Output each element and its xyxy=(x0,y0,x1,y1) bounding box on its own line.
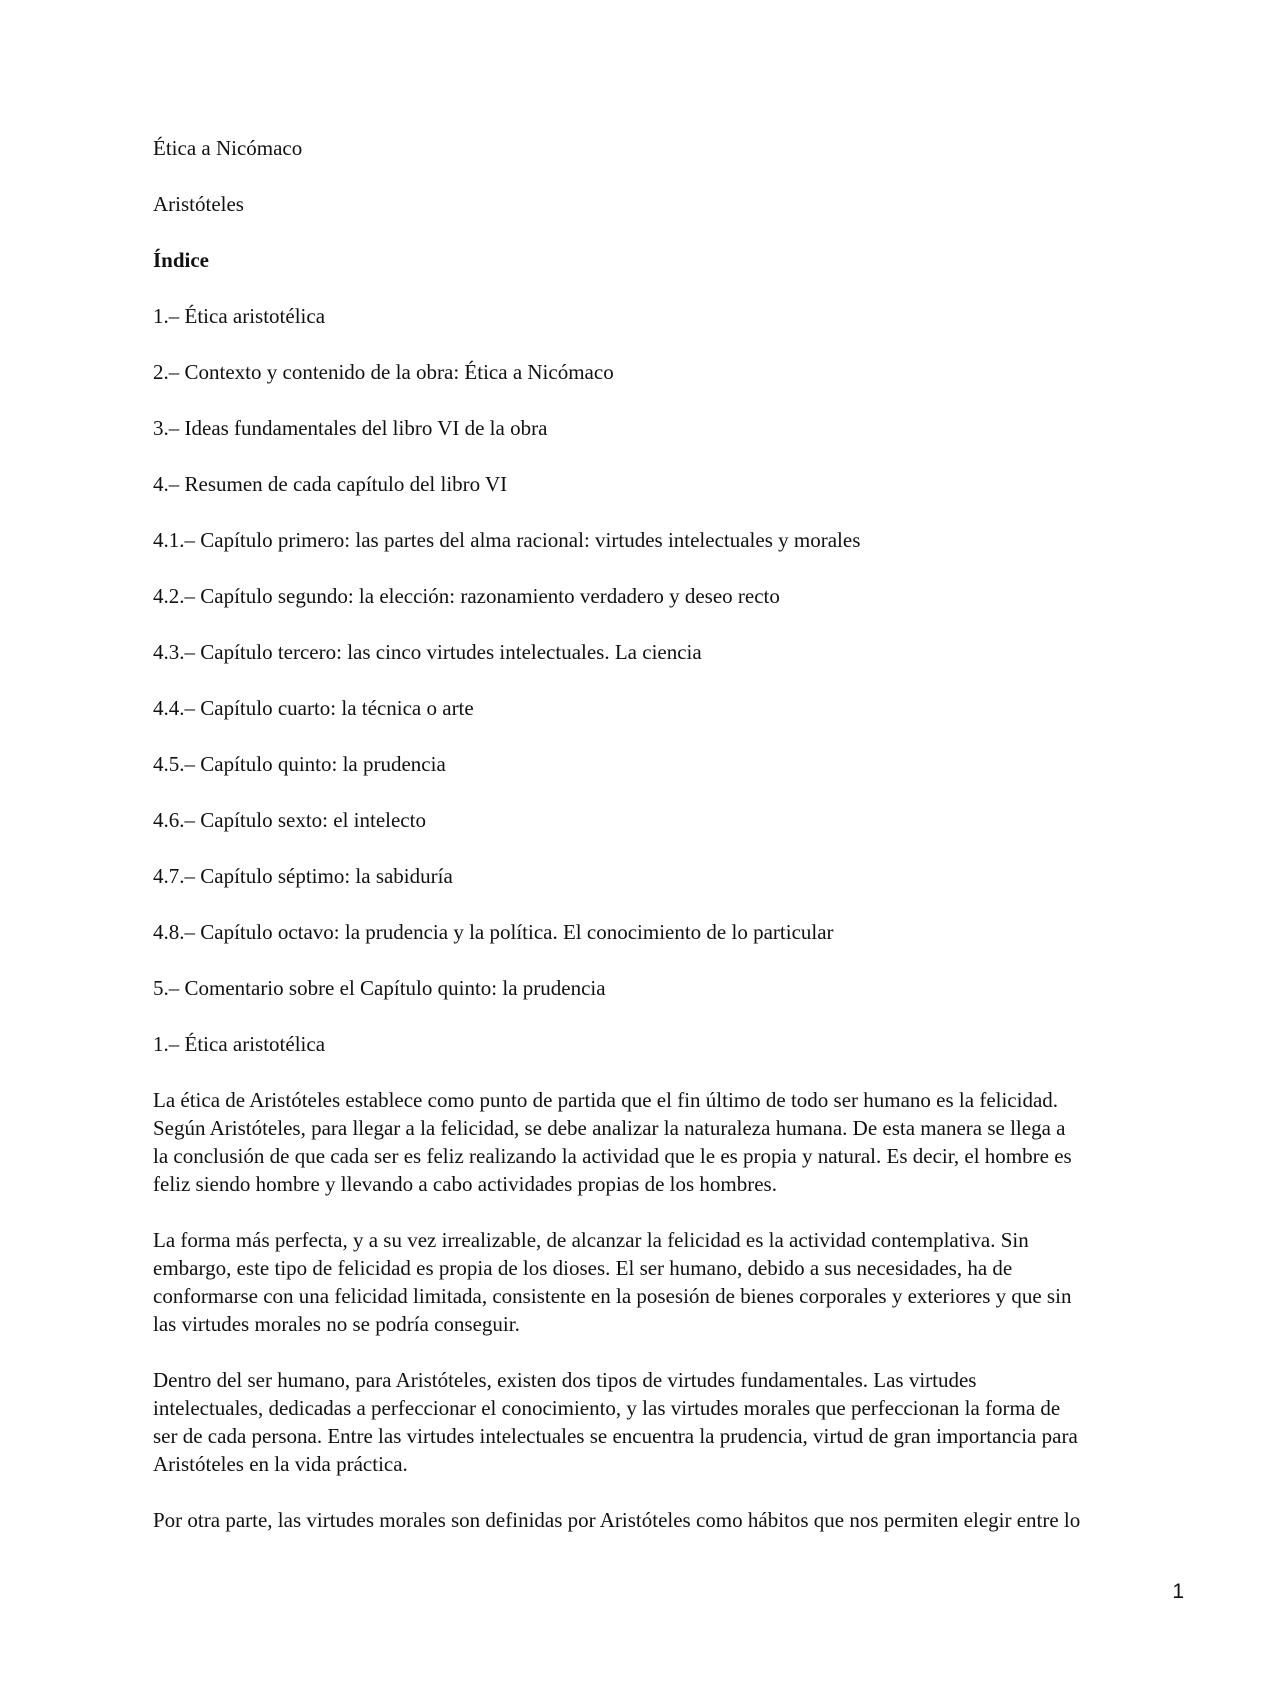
body-paragraph xyxy=(153,1226,1193,1338)
document-title: Ética a Nicómaco xyxy=(153,136,303,160)
paragraph-line: Según Aristóteles, para llegar a la felicidad, se debe analizar la naturaleza humana. De esta manera se llega a xyxy=(153,1116,1066,1140)
paragraph-line: Dentro del ser humano, para Aristóteles, existen dos tipos de virtudes fundamentales. Las virtudes xyxy=(153,1368,977,1392)
index-item: 4.5.– Capítulo quinto: la prudencia xyxy=(153,752,446,776)
paragraph-line: conformarse con una felicidad limitada, consistente en la posesión de bienes corporales y exteriores y que sin xyxy=(153,1284,1072,1308)
index-item: 5.– Comentario sobre el Capítulo quinto: la prudencia xyxy=(153,976,606,1000)
paragraph-line: ser de cada persona. Entre las virtudes intelectuales se encuentra la prudencia, virtud de gran importancia para xyxy=(153,1424,1078,1448)
index-item: 4.7.– Capítulo séptimo: la sabiduría xyxy=(153,864,453,888)
index-item: 4.3.– Capítulo tercero: las cinco virtudes intelectuales. La ciencia xyxy=(153,640,702,664)
paragraph-line: Por otra parte, las virtudes morales son definidas por Aristóteles como hábitos que nos permiten elegir entre lo xyxy=(153,1508,1081,1532)
paragraph-line: la conclusión de que cada ser es feliz realizando la actividad que le es propia y natural. Es decir, el hombre es xyxy=(153,1144,1072,1168)
page-number: 1 xyxy=(1172,1580,1184,1603)
paragraph-line: intelectuales, dedicadas a perfeccionar el conocimiento, y las virtudes morales que perfeccionan la forma de xyxy=(153,1396,1061,1420)
paragraph-line: La ética de Aristóteles establece como punto de partida que el fin último de todo ser humano es la felicidad. xyxy=(153,1088,1059,1112)
body-paragraph xyxy=(153,1506,1193,1534)
index-item: 4.– Resumen de cada capítulo del libro VI xyxy=(153,472,508,496)
index-item: 4.6.– Capítulo sexto: el intelecto xyxy=(153,808,426,832)
paragraph-line: las virtudes morales no se podría conseguir. xyxy=(153,1312,520,1336)
index-item: 4.4.– Capítulo cuarto: la técnica o arte xyxy=(153,696,474,720)
index-item: 4.2.– Capítulo segundo: la elección: razonamiento verdadero y deseo recto xyxy=(153,584,780,608)
index-item: 2.– Contexto y contenido de la obra: Ética a Nicómaco xyxy=(153,360,614,384)
index-item: 3.– Ideas fundamentales del libro VI de la obra xyxy=(153,416,548,440)
paragraph-line: La forma más perfecta, y a su vez irrealizable, de alcanzar la felicidad es la actividad contemplativa. Sin xyxy=(153,1228,1029,1252)
paragraph-line: feliz siendo hombre y llevando a cabo actividades propias de los hombres. xyxy=(153,1172,777,1196)
body-paragraph xyxy=(153,1366,1193,1478)
section-heading: 1.– Ética aristotélica xyxy=(153,1032,326,1056)
index-item: 4.8.– Capítulo octavo: la prudencia y la política. El conocimiento de lo particular xyxy=(153,920,834,944)
index-item: 4.1.– Capítulo primero: las partes del alma racional: virtudes intelectuales y morales xyxy=(153,528,861,552)
document-author: Aristóteles xyxy=(153,192,244,216)
paragraph-line: Aristóteles en la vida práctica. xyxy=(153,1452,408,1476)
paragraph-line: embargo, este tipo de felicidad es propia de los dioses. El ser humano, debido a sus necesidades, ha de xyxy=(153,1256,1013,1280)
index-item: 1.– Ética aristotélica xyxy=(153,304,326,328)
body-paragraph xyxy=(153,1086,1193,1198)
index-heading: Índice xyxy=(153,248,210,272)
